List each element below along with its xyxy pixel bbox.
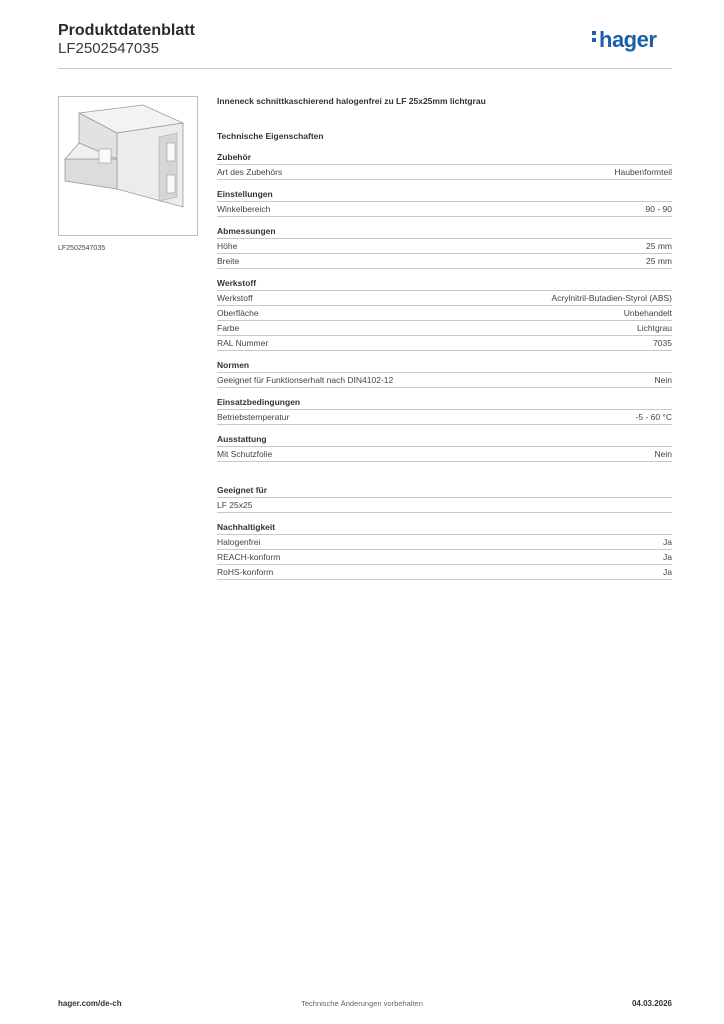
spec-row xyxy=(217,336,672,351)
spec-value: -5 - 60 °C xyxy=(635,412,672,422)
spec-label: Winkelbereich xyxy=(217,204,271,214)
spec-label: REACH-konform xyxy=(217,552,281,562)
spec-row xyxy=(217,202,672,217)
image-caption: LF2502547035 xyxy=(58,245,106,252)
spec-label: Halogenfrei xyxy=(217,537,261,547)
spec-row xyxy=(217,306,672,321)
spec-value: Unbehandelt xyxy=(623,308,672,318)
spec-section xyxy=(217,151,672,180)
spec-label: LF 25x25 xyxy=(217,500,253,510)
section-title: Zubehör xyxy=(217,151,672,165)
spec-section xyxy=(217,433,672,462)
spec-value: Lichtgrau xyxy=(637,323,672,333)
hager-logo xyxy=(592,27,656,53)
spec-value: Haubenformteil xyxy=(614,167,672,177)
spec-value: Ja xyxy=(663,552,672,562)
spec-value: Acrylnitril-Butadien-Styrol (ABS) xyxy=(551,293,672,303)
spec-section xyxy=(217,225,672,269)
spec-row xyxy=(217,550,672,565)
section-title: Einsatzbedingungen xyxy=(217,396,672,410)
corner-piece-illustration xyxy=(59,97,197,235)
spec-label: Farbe xyxy=(217,323,240,333)
spec-value: Nein xyxy=(654,449,672,459)
page-title: Produktdatenblatt xyxy=(58,22,195,39)
spec-row xyxy=(217,373,672,388)
section-title: Geeignet für xyxy=(217,484,672,498)
section-title: Normen xyxy=(217,359,672,373)
spec-label: Werkstoff xyxy=(217,293,253,303)
spec-label: RAL Nummer xyxy=(217,338,269,348)
product-specifications xyxy=(217,94,672,580)
spec-section xyxy=(217,521,672,580)
footer-notice: Technische Änderungen vorbehalten xyxy=(301,999,423,1008)
product-image xyxy=(58,96,198,236)
section-title: Einstellungen xyxy=(217,188,672,202)
logo-dots-icon xyxy=(592,28,597,45)
technical-properties-heading: Technische Eigenschaften xyxy=(217,131,324,141)
spec-value: Ja xyxy=(663,567,672,577)
section-title: Nachhaltigkeit xyxy=(217,521,672,535)
spec-value: Ja xyxy=(663,537,672,547)
spec-section xyxy=(217,396,672,425)
spec-label: Oberfläche xyxy=(217,308,259,318)
spec-row xyxy=(217,239,672,254)
spec-row xyxy=(217,565,672,580)
footer-website: hager.com/de-ch xyxy=(58,999,122,1008)
spec-row xyxy=(217,291,672,306)
spec-section xyxy=(217,484,672,513)
spec-row xyxy=(217,254,672,269)
spec-section xyxy=(217,188,672,217)
spec-label: Art des Zubehörs xyxy=(217,167,283,177)
spec-label: Betriebstemperatur xyxy=(217,412,290,422)
spec-value: 7035 xyxy=(653,338,672,348)
spec-value: Nein xyxy=(654,375,672,385)
spec-section xyxy=(217,277,672,351)
spec-value: 25 mm xyxy=(646,241,672,251)
spec-row xyxy=(217,165,672,180)
footer-date: 04.03.2026 xyxy=(631,999,672,1008)
section-title: Abmessungen xyxy=(217,225,672,239)
spec-sections xyxy=(217,151,672,580)
product-description: Inneneck schnittkaschierend halogenfrei zu LF 25x25mm lichtgrau xyxy=(217,96,486,106)
spec-label: Höhe xyxy=(217,241,238,251)
product-code: LF2502547035 xyxy=(58,40,159,57)
spec-row xyxy=(217,410,672,425)
logo-text: hager xyxy=(599,27,657,52)
spec-value: 25 mm xyxy=(646,256,672,266)
spec-label: Breite xyxy=(217,256,240,266)
spec-row xyxy=(217,498,672,513)
section-title: Werkstoff xyxy=(217,277,672,291)
spec-row xyxy=(217,447,672,462)
header-divider xyxy=(58,68,672,69)
spec-value: 90 - 90 xyxy=(645,204,672,214)
spec-label: Geeignet für Funktionserhalt nach DIN4102-12 xyxy=(217,375,394,385)
spec-label: Mit Schutzfolie xyxy=(217,449,273,459)
spec-row xyxy=(217,321,672,336)
section-title: Ausstattung xyxy=(217,433,672,447)
spec-section xyxy=(217,359,672,388)
spec-row xyxy=(217,535,672,550)
spec-label: RoHS-konform xyxy=(217,567,274,577)
